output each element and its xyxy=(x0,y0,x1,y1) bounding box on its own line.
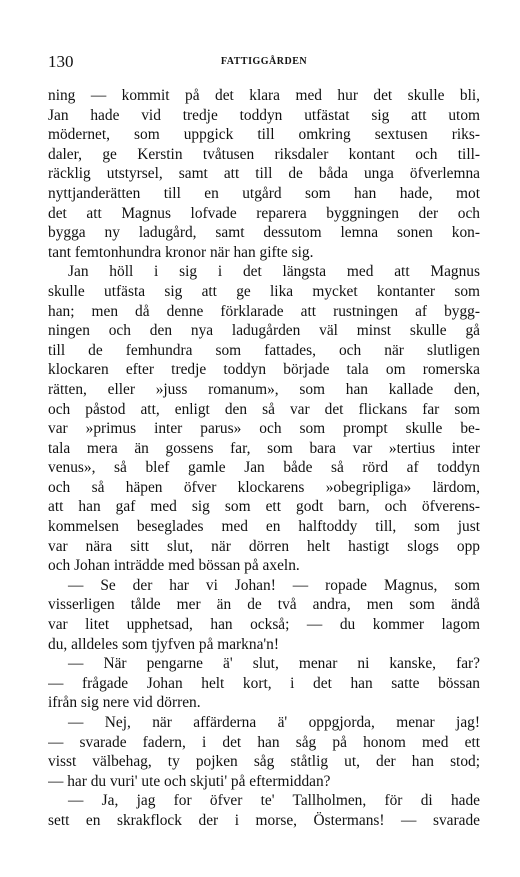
page-header xyxy=(48,52,480,74)
text-line: nyttjanderätten till en utgård som han hade, mot xyxy=(48,184,480,202)
text-line: ifrån sig nere vid dörren. xyxy=(48,694,201,712)
text-line: var »primus inter parus» och som prompt skulle be- xyxy=(48,420,480,438)
text-line: skulle utfästa sig att ge lika mycket kontanter som xyxy=(48,282,480,300)
text-line: sett en skrakflock der i morse, Östermans! — svarade xyxy=(48,811,480,829)
text-line: ning — kommit på det klara med hur det skulle bli, xyxy=(48,87,480,104)
text-line: visserligen tålde mer än de två andra, men som ändå xyxy=(48,596,480,614)
text-line: han; men då denne förklarade att rustningen af bygg- xyxy=(48,302,480,320)
text-line: ningen och den nya ladugården väl minst skulle gå xyxy=(48,322,480,340)
text-line: du, alldeles som tjyfven på markna'n! xyxy=(48,635,280,653)
text-line: — Nej, när affärderna ä' oppgjorda, menar jag! xyxy=(68,714,480,731)
text-line: — har du vuri' ute och skjuti' på eftermiddan? xyxy=(48,772,331,790)
text-line: var litet upphetsad, han också; — du kommer lagom xyxy=(48,616,480,634)
text-line: Jan höll i sig i det längsta med att Magnus xyxy=(68,263,480,281)
text-line: — Ja, jag for öfver te' Tallholmen, för di hade xyxy=(68,792,480,810)
book-page xyxy=(48,52,480,831)
text-line: var nära sitt slut, när dörren helt hastigt slogs opp xyxy=(48,537,480,555)
text-line: bygga ny ladugård, samt dessutom lemna sonen kon- xyxy=(48,224,480,242)
text-line: räcklig utstyrsel, samt att till de båda unga öfverlemna xyxy=(48,165,480,183)
text-line: och påstod att, enligt den så var det flickans far som xyxy=(48,400,480,418)
text-line: och Johan inträdde med bössan på axeln. xyxy=(48,557,300,575)
body-text xyxy=(48,86,480,831)
text-line: — Se der har vi Johan! — ropade Magnus, som xyxy=(68,576,480,594)
running-title: FATTIGGÅRDEN xyxy=(220,56,308,67)
text-line: tala mera än gossens far, som bara var »tertius inter xyxy=(48,439,480,457)
text-line: Jan hade vid tredje toddyn utfästat sig att utom xyxy=(48,106,480,124)
text-line: och så häpen öfver klockarens »obegripliga» lärdom, xyxy=(48,478,480,496)
text-line: att han gaf med sig som ett godt barn, och öfverens- xyxy=(48,498,480,516)
text-line: visst välbehag, ty pojken såg ståtlig ut, der han stod; xyxy=(48,753,480,771)
text-line: det att Magnus lofvade reparera byggningen der och xyxy=(48,204,480,222)
text-line: tant femtonhundra kronor när han gifte sig. xyxy=(48,243,314,261)
text-line: — frågade Johan helt kort, i det han satte bössan xyxy=(48,674,480,692)
text-line: mödernet, som uppgick till omkring sextusen riks- xyxy=(48,126,480,144)
text-line: daler, ge Kerstin tvåtusen riksdaler kontant och till- xyxy=(48,145,480,163)
text-line: till de femhundra som fattades, och när slutligen xyxy=(48,341,480,359)
text-line: klockaren efter tredje toddyn började tala om romerska xyxy=(48,361,480,379)
text-line: — svarade fadern, i det han såg på honom med ett xyxy=(48,733,480,751)
text-line: kommelsen beseglades med en halftoddy till, som just xyxy=(48,518,480,536)
text-line: rätten, eller »juss romanum», som han kallade den, xyxy=(48,380,480,398)
page-number: 130 xyxy=(48,52,74,71)
text-line: — När pengarne ä' slut, menar ni kanske, far? xyxy=(68,655,480,673)
text-line: venus», så blef gamle Jan både så rörd af toddyn xyxy=(48,459,480,477)
